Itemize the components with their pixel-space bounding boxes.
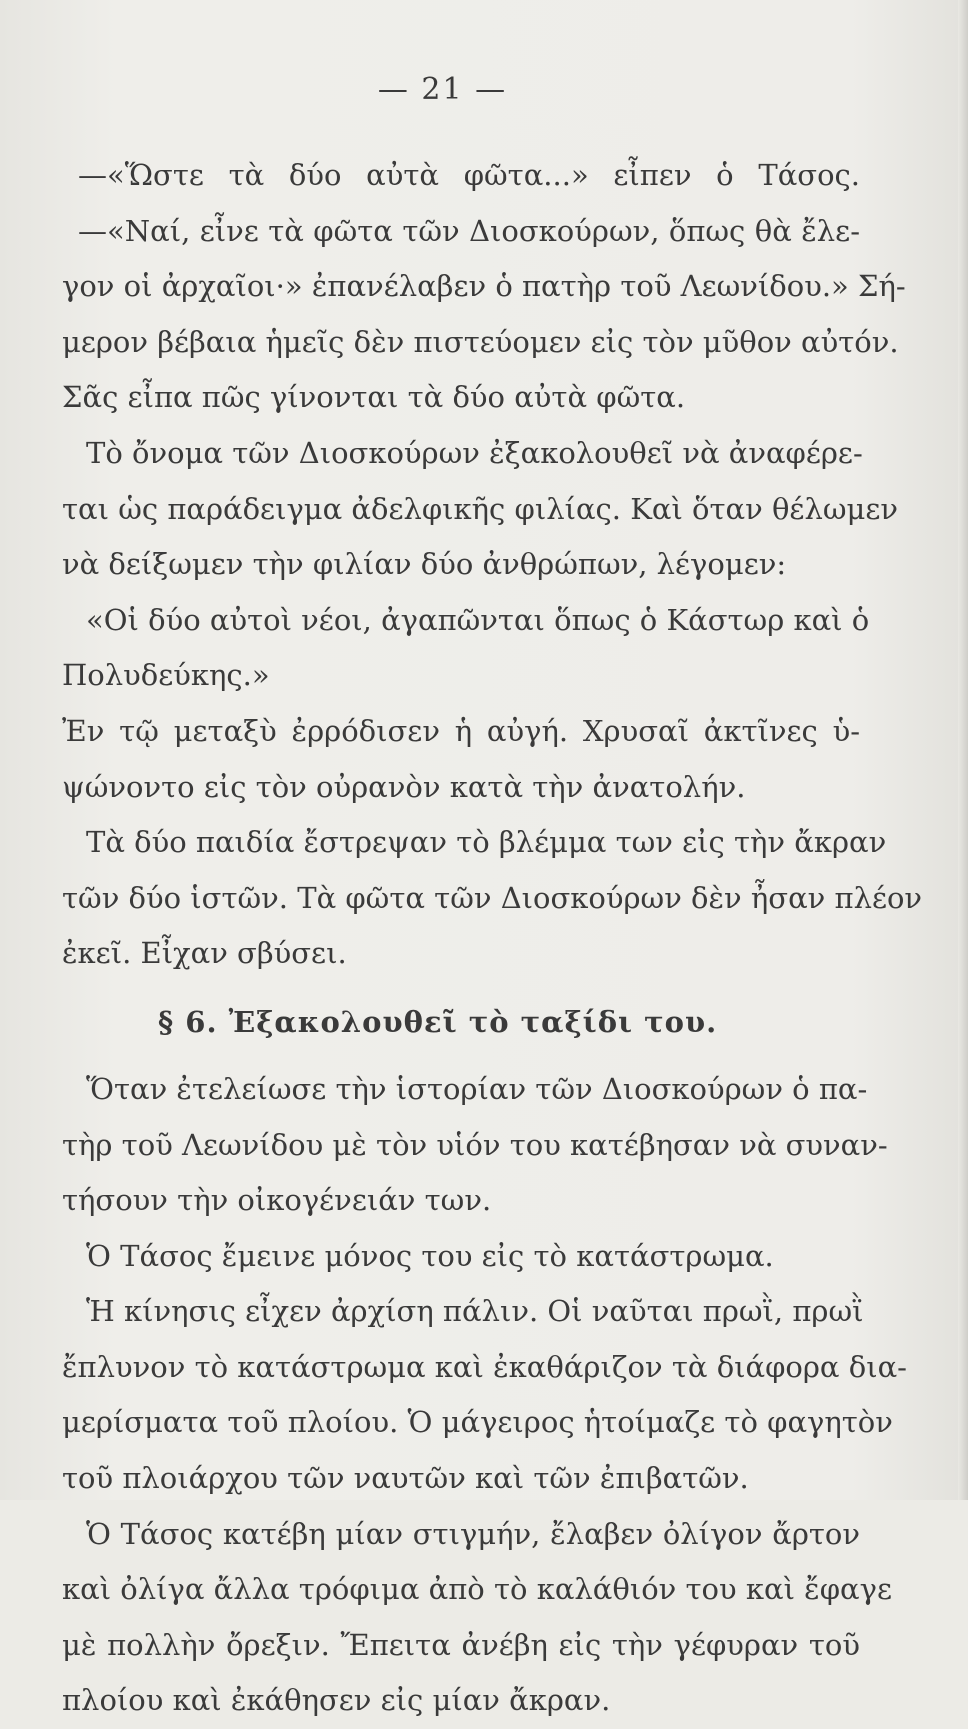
text-line: Ὁ Τάσος κατέβη μίαν στιγμήν, ἔλαβεν ὀλίγον ἄρτον (86, 1516, 860, 1551)
section-heading: § 6. Ἐξακολουθεῖ τὸ ταξίδι του. (158, 1004, 718, 1039)
text-line: Ἡ κίνησις εἶχεν ἀρχίση πάλιν. Οἱ ναῦται πρωῒ, πρωῒ (86, 1294, 864, 1329)
text-line: τὴρ τοῦ Λεωνίδου μὲ τὸν υἱόν του κατέβησαν νὰ συναν- (62, 1127, 888, 1162)
text-line: «Οἱ δύο αὐτοὶ νέοι, ἀγαπῶνται ὅπως ὁ Κάστωρ καὶ ὁ (86, 602, 870, 637)
text-line: Ὁ Τάσος ἔμεινε μόνος του εἰς τὸ κατάστρωμα. (86, 1238, 774, 1273)
page-number: — 21 — (377, 72, 508, 107)
text-line: τοῦ πλοιάρχου τῶν ναυτῶν καὶ τῶν ἐπιβατῶν. (62, 1461, 749, 1496)
text-line: ψώνοντο εἰς τὸν οὐρανὸν κατὰ τὴν ἀνατολήν. (62, 769, 746, 804)
text-line: νὰ δείξωμεν τὴν φιλίαν δύο ἀνθρώπων, λέγομεν: (62, 547, 787, 582)
text-line: Τὸ ὄνομα τῶν Διοσκούρων ἐξακολουθεῖ νὰ ἀναφέρε- (86, 435, 863, 470)
text-line: πλοίου καὶ ἐκάθησεν εἰς μίαν ἄκραν. (62, 1683, 611, 1718)
text-line: Σᾶς εἶπα πῶς γίνονται τὰ δύο αὐτὰ φῶτα. (62, 380, 686, 415)
page-spine-shadow (958, 0, 968, 1500)
text-line: ται ὡς παράδειγμα ἀδελφικῆς φιλίας. Καὶ ὅταν θέλωμεν (62, 491, 898, 526)
text-line: Ὅταν ἐτελείωσε τὴν ἱστορίαν τῶν Διοσκούρων ὁ πα- (86, 1071, 868, 1106)
body-text (62, 148, 923, 1729)
text-line: γον οἱ ἀρχαῖοι·» ἐπανέλαβεν ὁ πατὴρ τοῦ Λεωνίδου.» Σή- (62, 269, 906, 304)
text-line: τήσουν τὴν οἰκογένειάν των. (62, 1183, 492, 1218)
text-line: μερον βέβαια ἡμεῖς δὲν πιστεύομεν εἰς τὸν μῦθον αὐτόν. (62, 324, 899, 359)
text-line: μὲ πολλὴν ὄρεξιν. Ἔπειτα ἀνέβη εἰς τὴν γέφυραν τοῦ (62, 1627, 860, 1662)
text-line: —«Ναί, εἶνε τὰ φῶτα τῶν Διοσκούρων, ὅπως θὰ ἔλε- (78, 213, 860, 248)
text-line: καὶ ὀλίγα ἄλλα τρόφιμα ἀπὸ τὸ καλάθιόν του καὶ ἔφαγε (62, 1572, 892, 1607)
text-line: ἐκεῖ. Εἶχαν σβύσει. (62, 936, 347, 971)
text-line: —«Ὥστε τὰ δύο αὐτὰ φῶτα...» εἶπεν ὁ Τάσος. (78, 158, 860, 192)
text-line: Ἐν τῷ μεταξὺ ἐρρόδισεν ἡ αὐγή. Χρυσαῖ ἀκτῖνες ὑ- (62, 713, 860, 748)
text-line: Τὰ δύο παιδία ἔστρεψαν τὸ βλέμμα των εἰς τὴν ἄκραν (86, 825, 887, 860)
text-line: τῶν δύο ἱστῶν. Τὰ φῶτα τῶν Διοσκούρων δὲν ἦσαν πλέον (62, 880, 923, 915)
text-line: ἔπλυνον τὸ κατάστρωμα καὶ ἐκαθάριζον τὰ διάφορα δια- (62, 1349, 907, 1384)
text-line: Πολυδεύκης.» (62, 658, 270, 693)
text-line: μερίσματα τοῦ πλοίου. Ὁ μάγειρος ἡτοίμαζε τὸ φαγητὸν (62, 1405, 893, 1440)
